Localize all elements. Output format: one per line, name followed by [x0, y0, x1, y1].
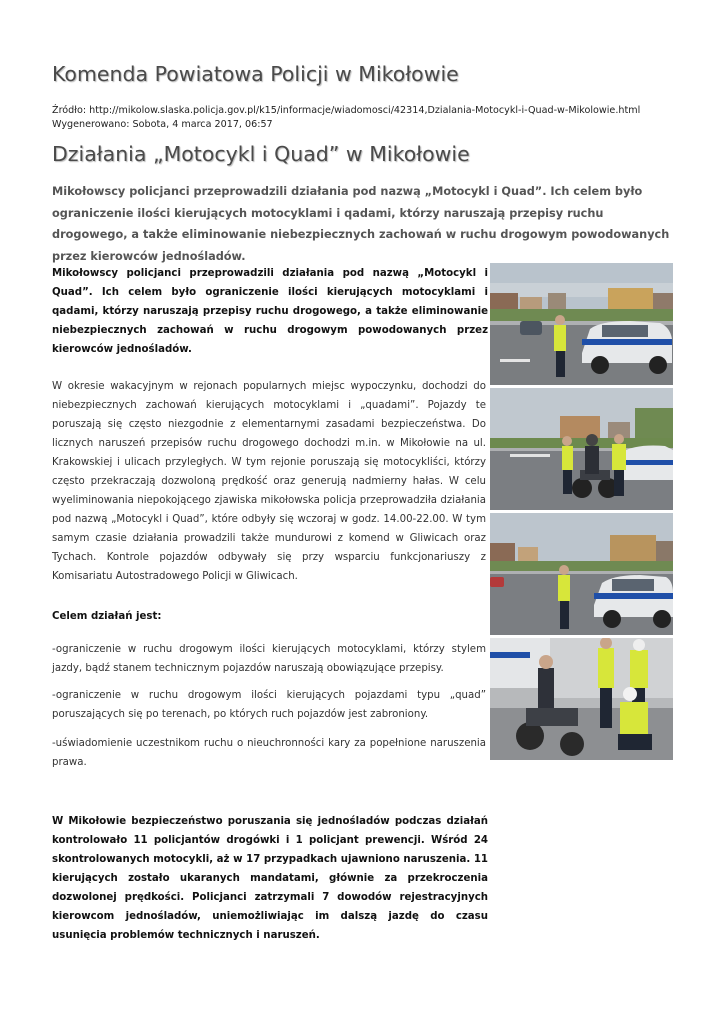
- source-line: Źródło: http://mikolow.slaska.policja.gov.pl/k15/informacje/wiadomosci/42314,Dzialania-Motocykl-i-Quad-w-Mikolowie.html: [52, 105, 641, 116]
- document-meta: [52, 104, 640, 132]
- generated-line: Wygenerowano: Sobota, 4 marca 2017, 06:57: [52, 119, 273, 130]
- goal-item: -ograniczenie w ruchu drogowym ilości kierujących motocyklami, którzy stylem jazdy, bądź stanem technicznym pojazdów naruszają obowiązujące przepisy.: [52, 644, 486, 674]
- article-title: Działania „Motocykl i Quad” w Mikołowie: [52, 142, 470, 166]
- article-summary: W Mikołowie bezpieczeństwo poruszania się jednośladów podczas działań kontrolowało 11 policjantów drogówki i 1 policjant prewencji. Wśród 24 skontrolowanych motocykli, aż w 17 przypadkach ujawniono naruszenia. 11 kierujących zostało ukaranych mandatami, głównie za przekroczenia dozwolonej prędkości. Policjanci zatrzymali 7 dowodów rejestracyjnych kierowcom jednośladów, uniemożliwiając im dalszą jazdę do czasu usunięcia problemów technicznych i naruszeń.: [52, 816, 488, 941]
- photo-inspection-closeup: [490, 638, 673, 760]
- goal-item: -ograniczenie w ruchu drogowym ilości kierujących pojazdami typu „quad” poruszających się po terenach, po których ruch pojazdów jest zabroniony.: [52, 690, 486, 720]
- site-title: Komenda Powiatowa Policji w Mikołowie: [52, 62, 459, 86]
- photo-roadside-patrol: [490, 513, 673, 635]
- article-intro: Mikołowscy policjanci przeprowadzili działania pod nazwą „Motocykl i Quad”. Ich celem było ograniczenie ilości kierujących motocyklami i qadami, którzy naruszają przepisy ruchu drogowego, a także eliminowanie niebezpiecznych zachowań w ruchu drogowym powodowanych przez kierowców jednośladów.: [52, 268, 488, 355]
- goal-item: -uświadomienie uczestnikom ruchu o nieuchronności kary za popełnione naruszenia prawa.: [52, 738, 486, 768]
- photo-motorcycle-check: [490, 388, 673, 510]
- article-body: W okresie wakacyjnym w rejonach popularnych miejsc wypoczynku, dochodzi do niebezpiecznych zachowań kierujących motocyklami i „quadami”. Pojazdy te poruszają się często niezgodnie z elementarnymi zasadami bezpieczeństwa. Do licznych naruszeń przepisów ruchu drogowego dochodzi m.in. w Mikołowie na ul. Krakowskiej i ulicach przyległych. W tym rejonie poruszają się motocykliści, którzy często przekraczają dozwoloną prędkość oraz generują nadmierny hałas. W celu wyeliminowania niepokojącego zjawiska mikołowska policja przeprowadziła działania pod nazwą „Motocykl i Quad”, które odbyły się wczoraj w godz. 14.00-22.00. W tym samym czasie działania prowadzili także mundurowi z komend w Gliwicach oraz Tychach. Kontrole pojazdów odbywały się przy wsparciu funkcjonariuszy z Komisariatu Autostradowego Policji w Gliwicach.: [52, 381, 486, 582]
- article-lead: Mikołowscy policjanci przeprowadzili działania pod nazwą „Motocykl i Quad”. Ich celem było ograniczenie ilości kierujących motocyklami i qadami, którzy naruszają przepisy ruchu drogowego, a także eliminowanie niebezpiecznych zachowań w ruchu drogowym powodowanych przez kierowców jednośladów.: [52, 185, 670, 263]
- goals-heading: Celem działań jest:: [52, 611, 162, 622]
- photo-police-car-officer: [490, 263, 673, 385]
